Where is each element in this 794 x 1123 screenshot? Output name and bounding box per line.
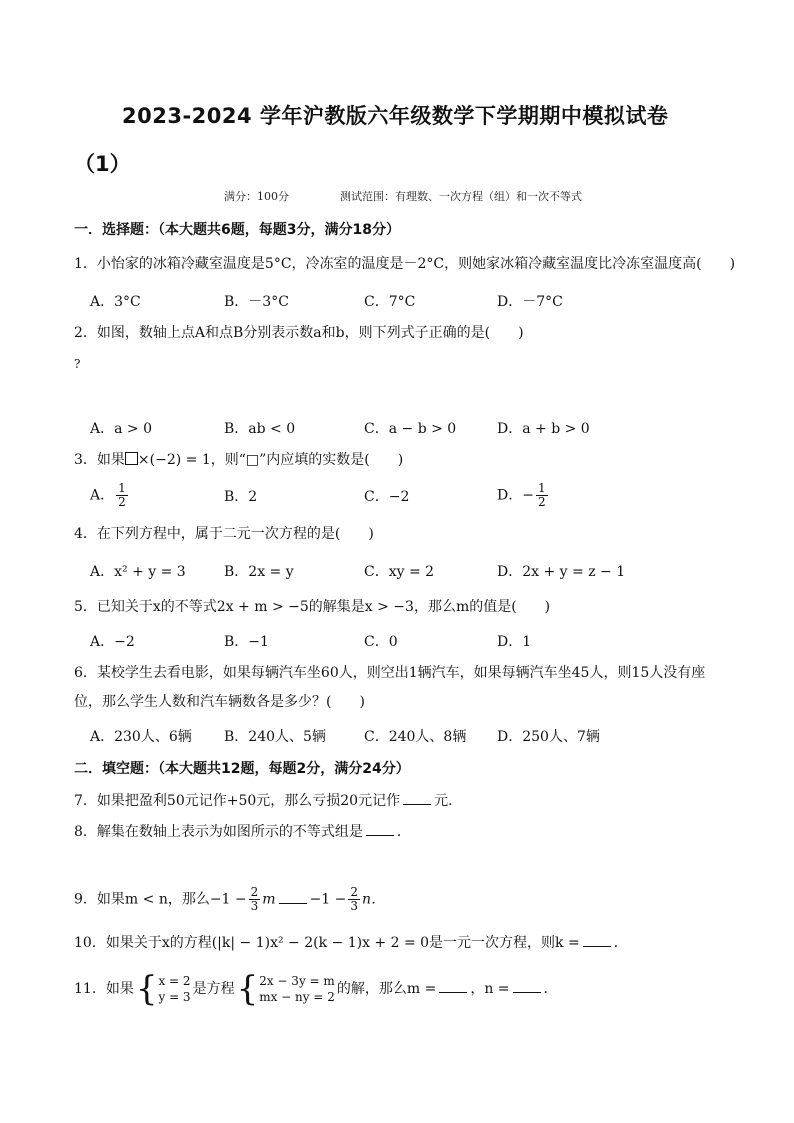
q3-option-a-label: A． bbox=[90, 487, 115, 504]
missing-figure-placeholder: ? bbox=[74, 357, 81, 371]
question-10 bbox=[74, 932, 628, 953]
q3-prefix: 3．如果 bbox=[74, 452, 125, 468]
equation-system-2 bbox=[236, 969, 335, 1009]
q6-option-b: B．240人、5辆 bbox=[224, 729, 326, 745]
answer-blank-m[interactable] bbox=[439, 978, 467, 993]
exam-title: 2023-2024 学年沪教版六年级数学下学期期中模拟试卷 bbox=[122, 104, 669, 128]
q5-option-d: D．1 bbox=[497, 634, 532, 650]
fraction-numerator: 2 bbox=[250, 885, 259, 899]
variable-m: m bbox=[262, 891, 276, 908]
fraction bbox=[249, 886, 261, 913]
q10-text: 10．如果关于x的方程(|k| − 1)x² − 2(k − 1)x + 2 = 0是一元一次方程，则k = bbox=[74, 935, 580, 951]
q9-rhs: −1 − bbox=[309, 891, 347, 908]
q2-option-a: A．a > 0 bbox=[90, 421, 152, 437]
fraction-denominator: 3 bbox=[250, 899, 259, 913]
variable-n: n． bbox=[362, 891, 386, 908]
q4-option-c: C．xy = 2 bbox=[364, 564, 435, 580]
empty-box-icon bbox=[125, 452, 138, 465]
fraction-numerator: 2 bbox=[350, 885, 359, 899]
question-5: 5．已知关于x的不等式2x + m > −5的解集是x > −3，那么m的值是( ) bbox=[74, 599, 551, 615]
q3-rest: ×(−2) = 1，则“□”内应填的实数是( ) bbox=[137, 452, 404, 468]
q4-option-a: A．x² + y = 3 bbox=[90, 564, 186, 580]
question-4: 4．在下列方程中，属于二元一次方程的是( ) bbox=[74, 526, 374, 542]
q2-option-b: B．ab < 0 bbox=[224, 421, 296, 437]
q8-text: 8．解集在数轴上表示为如图所示的不等式组是 bbox=[74, 824, 363, 840]
q8-suffix: ． bbox=[396, 824, 411, 840]
q1-option-c: C．7°C bbox=[364, 294, 416, 310]
q3-option-c: C．−2 bbox=[364, 489, 410, 505]
exam-title-number: （1） bbox=[74, 152, 131, 176]
q1-option-a: A．3°C bbox=[90, 294, 141, 310]
fraction bbox=[116, 482, 128, 509]
answer-blank-n[interactable] bbox=[513, 978, 541, 993]
fraction-numerator: 1 bbox=[537, 481, 546, 495]
q4-option-b: B．2x = y bbox=[224, 564, 294, 580]
q7-text: 7．如果把盈利50元记作+50元，那么亏损20元记作 bbox=[74, 793, 401, 809]
question-1: 1．小怡家的冰箱冷藏室温度是5°C，冷冻室的温度是－2°C，则她家冰箱冷藏室温度比冷冻室温度高( ) bbox=[74, 256, 736, 272]
q11-text: 11．如果 bbox=[74, 981, 134, 997]
equation-system-1 bbox=[135, 969, 191, 1009]
fraction-numerator: 1 bbox=[118, 481, 126, 495]
q6-option-a: A．230人、6辆 bbox=[90, 729, 192, 745]
q3-option-d bbox=[497, 482, 550, 509]
question-9 bbox=[74, 886, 385, 913]
scope-info: 测试范围：有理数、一次方程（组）和一次不等式 bbox=[340, 190, 582, 203]
q1-option-b: B．－3°C bbox=[224, 294, 289, 310]
fraction bbox=[536, 482, 548, 509]
system-line: 2x − 3y = m bbox=[259, 974, 335, 988]
brace-icon: { bbox=[135, 969, 158, 1009]
section-choice-heading: 一．选择题：（本大题共6题，每题3分，满分18分） bbox=[74, 222, 400, 238]
answer-blank[interactable] bbox=[366, 821, 394, 836]
system-line: mx − ny = 2 bbox=[259, 990, 335, 1004]
q11-text-2: 的解，那么m = bbox=[336, 981, 437, 997]
question-6-line-1: 6．某校学生去看电影，如果每辆汽车坐60人，则空出1辆汽车，如果每辆汽车坐45人，则15人没有座 bbox=[74, 665, 706, 681]
q5-option-a: A．−2 bbox=[90, 634, 135, 650]
question-2: 2．如图，数轴上点A和点B分别表示数a和b，则下列式子正确的是( ) bbox=[74, 325, 524, 341]
score-info: 满分：100分 bbox=[224, 190, 289, 203]
fraction-denominator: 3 bbox=[350, 899, 359, 913]
q1-option-d: D．－7°C bbox=[497, 294, 563, 310]
section-fill-heading: 二．填空题：（本大题共12题，每题2分，满分24分） bbox=[74, 761, 410, 777]
q6-option-d: D．250人、7辆 bbox=[497, 729, 600, 745]
q3-option-d-label: D．− bbox=[497, 487, 534, 504]
answer-blank[interactable] bbox=[583, 932, 611, 947]
brace-icon: { bbox=[236, 969, 259, 1009]
q9-text: 9．如果m < n，那么−1 − bbox=[74, 891, 247, 908]
q2-option-c: C．a − b > 0 bbox=[364, 421, 457, 437]
q4-option-d: D．2x + y = z − 1 bbox=[497, 564, 626, 580]
fraction bbox=[348, 886, 360, 913]
fraction-denominator: 2 bbox=[537, 495, 546, 509]
answer-blank[interactable] bbox=[403, 790, 431, 805]
answer-blank[interactable] bbox=[279, 889, 307, 904]
question-8 bbox=[74, 821, 411, 842]
question-3 bbox=[74, 450, 403, 470]
q5-option-b: B．−1 bbox=[224, 634, 269, 650]
question-11 bbox=[74, 969, 558, 1009]
q5-option-c: C．0 bbox=[364, 634, 398, 650]
q11-mid: 是方程 bbox=[192, 981, 235, 997]
q6-option-c: C．240人、8辆 bbox=[364, 729, 467, 745]
q11-sep: ，n = bbox=[470, 981, 510, 997]
q2-option-d: D．a + b > 0 bbox=[497, 421, 590, 437]
q3-option-b: B．2 bbox=[224, 489, 258, 505]
question-6-line-2: 位，那么学生人数和汽车辆数各是多少？( ) bbox=[74, 694, 365, 710]
system-line: x = 2 bbox=[158, 974, 191, 988]
q11-suffix: ． bbox=[543, 981, 558, 997]
system-line: y = 3 bbox=[158, 990, 191, 1004]
q10-suffix: ． bbox=[613, 935, 628, 951]
fraction-denominator: 2 bbox=[118, 495, 126, 509]
q7-suffix: 元． bbox=[434, 793, 463, 809]
q3-option-a bbox=[90, 482, 130, 509]
question-7 bbox=[74, 790, 462, 811]
